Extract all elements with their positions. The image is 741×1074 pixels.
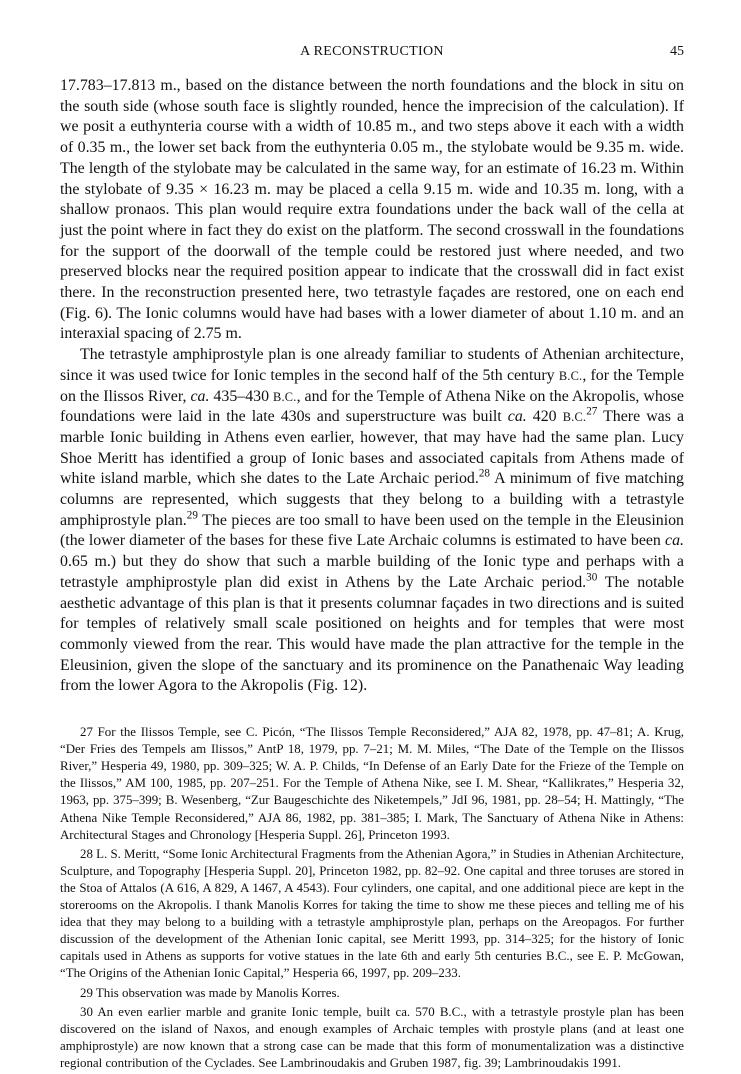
footnote-30: 30 An even earlier marble and granite Ionic temple, built ca. 570 B.C., with a tetrastyle prostyle plan has been discovered on the island of Naxos, and enough examples of Archaic temples with prostyle plans (and at least one amphiprostyle) are now known that a strong case can be made that this form of monumentalization was a distinctive regional contribution of the Cyclades. See Lambrinoudakis and Gruben 1987, fig. 39; Lambrinoudakis 1991. [60,1004,684,1070]
era-abbreviation: B.C. [558,368,583,383]
paragraph-2 [60,345,684,697]
footnote-29: 29 This observation was made by Manolis Korres. [80,985,340,1000]
paragraph-2-text: The tetrastyle amphiprostyle plan is one already familiar to students of Athenian architecture, since it was used twice for Ionic temples in the second half of the 5th century [60,346,684,384]
paragraph-2-text: The pieces are too small to have been used on the temple in the Eleusinion (the lower diameter of the bases for these five Late Archaic columns is estimated to have been [60,511,684,550]
paragraph-2-text: 420 [526,408,563,426]
era-abbreviation: B.C. [273,389,297,404]
running-header [60,44,684,66]
document-page [60,44,684,1074]
footnote-ref-28[interactable]: 28 [478,468,490,481]
paragraph-2-text: There was a marble Ionic building in Athens even earlier, however, that may have had the same plan. Lucy Shoe Meritt has identified a group of Ionic bases and associated capitals from Athens made of white island marble, which she dates to the Late Archaic period. [60,408,685,488]
paragraph-2-text: , for the Temple on the Ilissos River, [60,366,685,405]
footnote-27: 27 For the Ilissos Temple, see C. Picón, “The Ilissos Temple Reconsidered,” AJA 82, 1978, pp. 47–81; A. Krug, “Der Fries des Tempels am Ilissos,” AntP 18, 1979, pp. 7–21; M. M. Miles, “The Date of the Temple on the Ilissos River,” Hesperia 49, 1980, pp. 309–325; W. A. P. Childs, “In Defense of an Early Date for the Frieze of the Temple on the Ilissos,” AM 100, 1985, pp. 207–251. For the Temple of Athena Nike, see I. M. Shear, “Kallikrates,” Hesperia 32, 1963, pp. 375–399; B. Wesenberg, “Zur Baugeschichte des Niketempels,” JdI 96, 1981, pp. 28–54; H. Mattingly, “The Athena Nike Temple Reconsidered,” AJA 86, 1982, pp. 381–385; I. Mark, The Sanctuary of Athena Nike in Athens: Architectural Stages and Chronology [Hesperia Suppl. 26], Princeton 1993. [60,725,684,842]
circa-abbreviation: ca. [507,408,527,426]
footnote-28: 28 L. S. Meritt, “Some Ionic Architectural Fragments from the Athenian Agora,” in Studies in Athenian Architecture, Sculpture, and Topography [Hesperia Suppl. 20], Princeton 1982, pp. 82–92. One capital and three toruses are stored in the Stoa of Attalos (A 616, A 829, A 1467, A 4543). Four cylinders, one capital, and one additional piece are kept in the storerooms on the Akropolis. I thank Manolis Korres for taking the time to show me these pieces and telling me of his idea that they may belong to a building with a tetrastyle amphiprostyle plan, perhaps on the Areopagos. For further discussion of the development of the Athenian Ionic capital, see Meritt 1993, pp. 314–325; for the history of Ionic capitals used in Athens as supports for votive statues in the late 6th and early 5th centuries B.C., see E. P. McGowan, “The Origins of the Athenian Ionic Capital,” Hesperia 66, 1997, pp. 209–233. [60,846,684,981]
paragraph-2-text: 435–430 [209,387,274,405]
page-number: 45 [670,44,684,59]
footnote-ref-29[interactable]: 29 [186,509,198,522]
footnote-ref-27[interactable]: 27 [586,405,598,418]
paragraph-2-text: 0.65 m.) but they do show that such a marble building of the Ionic type and perhaps with a tetrastyle amphiprostyle plan did exist in Athens by the Late Archaic period. [60,553,684,591]
footnotes [60,724,684,1072]
era-abbreviation: B.C. [562,410,587,425]
circa-abbreviation: ca. [190,387,210,405]
footnote-ref-30[interactable]: 30 [586,571,598,584]
paragraph-2-text: , and for the Temple of Athena Nike on the Akropolis, whose foundations were laid in the late 430s and superstructure was built [60,387,684,426]
paragraph-1: 17.783–17.813 m., based on the distance between the north foundations and the block in situ on the south side (whose south face is slightly rounded, hence the imprecision of the calculation). If we posit a euthynteria course with a width of 10.85 m., and two steps above it each with a width of 0.35 m., the lower set back from the euthynteria 0.05 m., the stylobate would be 9.35 m. wide. The length of the stylobate may be calculated in the same way, for an estimate of 16.23 m. Within the stylobate of 9.35 × 16.23 m. may be placed a cella 9.15 m. wide and 10.35 m. long, with a shallow pronaos. This plan would require extra foundations under the back wall of the cella at just the point where in fact they do exist on the platform. The second crosswall in the foundations for the support of the doorwall of the temple could be restored just where needed, and two preserved blocks near the required position appear to indicate that the crosswall did in fact exist there. In the reconstruction presented here, two tetrastyle façades are restored, one on each end (Fig. 6). The Ionic columns would have had bases with a lower diameter of about 1.10 m. and an interaxial spacing of 2.75 m. [60,77,684,343]
main-text [60,76,684,697]
paragraph-2-text: A minimum of five matching columns are represented, which suggests that they belong to a building with a tetrastyle amphiprostyle plan. [60,470,684,529]
paragraph-2-text: The notable aesthetic advantage of this plan is that it presents columnar façades in two directions and is suited for temples of relatively small scale positioned on heights and for temples that were most commonly viewed from the rear. This would have made the plan attractive for the temple in the Eleusinion, given the slope of the sanctuary and its prominence on the Panathenaic Way leading from the lower Agora to the Akropolis (Fig. 12). [60,573,684,695]
running-title: A RECONSTRUCTION [300,44,444,59]
circa-abbreviation: ca. [665,532,684,550]
